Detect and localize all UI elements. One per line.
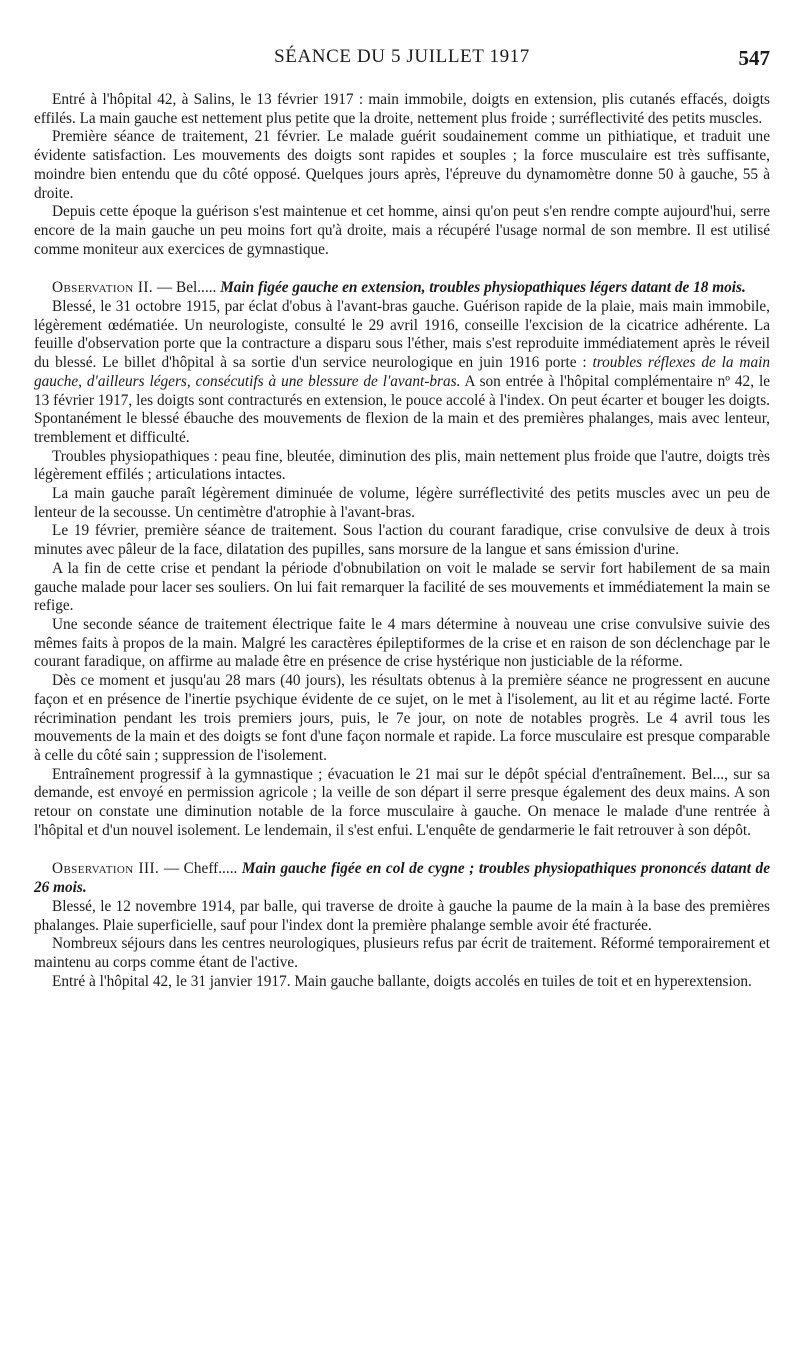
page-number: 547: [738, 46, 770, 70]
observation-3-title: [34, 860, 770, 897]
observation-label: Observation II.: [52, 279, 154, 297]
paragraph: Troubles physiopathiques : peau fine, bleutée, diminution des plis, main nettement plus froide que l'autre, doigts très légèrement effilés ; articulations intactes.: [34, 447, 770, 484]
paragraph-text: A son entrée à l'hôpital complémentaire nº 42, le 13 février 1917, les doigts sont contracturés en extension, le pouce accolé à l'index. On peut écarter et bouger les doigts. Spontanément le blessé ébauche des mouvements de flexion de la main et des premières phalanges, mais avec lenteur, tremblement et difficulté.: [34, 372, 770, 446]
observation-2-title: [34, 279, 770, 298]
paragraph: Entré à l'hôpital 42, à Salins, le 13 février 1917 : main immobile, doigts en extension, plis cutanés effacés, doigts effilés. La main gauche est nettement plus petite que la droite, nettement plus froide ; surréflectivité des petits muscles.: [34, 91, 770, 127]
paragraph: A la fin de cette crise et pendant la période d'obnubilation on voit le malade se servir fort habilement de sa main gauche malade pour lacer ses souliers. On lui fait remarquer la facilité de ses mouvements et immédiatement la main se refige.: [34, 559, 770, 615]
paragraph: La main gauche paraît légèrement diminuée de volume, légère surréflectivité des petits muscles avec un peu de lenteur de la secousse. Un centimètre d'atrophie à l'avant-bras.: [34, 485, 770, 521]
paragraph: Une seconde séance de traitement électrique faite le 4 mars détermine à nouveau une crise convulsive suivie des mêmes faits à propos de la main. Malgré les caractères épileptiformes de la crise et en raison de son déclenchage par le courant faradique, on affirme au malade être en présence de crise hystérique non justiciable de la réforme.: [34, 615, 770, 671]
document-body: [34, 91, 770, 991]
patient-name: — Bel.....: [153, 279, 221, 297]
paragraph: Le 19 février, première séance de traitement. Sous l'action du courant faradique, crise convulsive de deux à trois minutes avec pâleur de la face, dilatation des pupilles, sans morsure de la langue et sans émission d'urine.: [34, 522, 770, 559]
paragraph: Blessé, le 12 novembre 1914, par balle, qui traverse de droite à gauche la paume de la main à la base des premières phalanges. Plaie superficielle, sauf pour l'index dont la première phalange semble avoir été fracturée.: [34, 897, 770, 934]
paragraph: Depuis cette époque la guérison s'est maintenue et cet homme, ainsi qu'on peut s'en rendre compte aujourd'hui, serre encore de la main gauche un peu moins fort qu'à droite, mais a récupéré l'usage normal de son membre. Il est utilisé comme moniteur aux exercices de gymnastique.: [34, 203, 770, 258]
paragraph: Nombreux séjours dans les centres neurologiques, plusieurs refus par écrit de traitement. Réformé temporairement et maintenu au corps comme étant de l'active.: [34, 935, 770, 971]
paragraph-text: Blessé, le 31 octobre 1915, par éclat d'obus à l'avant-bras gauche. Guérison rapide de la plaie, mais main immobile, légèrement œdématiée. Un neurologiste, consulté le 29 avril 1916, conseille l'excision de la cicatrice adhérente. La feuille d'observation porte que la contracture a disparu sous l'éther, mais s'est reproduite immédiatement après le réveil du blessé. Le billet d'hôpital à sa sortie d'un service neurologique en juin 1916 porte :: [34, 298, 770, 372]
quoted-diagnosis: troubles réflexes de la main gauche, d'ailleurs légers, consécutifs à une blessure de l'avant-bras.: [34, 354, 770, 390]
running-title: SÉANCE DU 5 JUILLET 1917: [274, 46, 530, 67]
observation-heading: Main gauche figée en col de cygne ; troubles physiopathiques prononcés datant de 26 mois.: [34, 860, 770, 897]
observation-heading: Main figée gauche en extension, troubles physiopathiques légers datant de 18 mois.: [220, 279, 746, 297]
observation-label: Observation III.: [52, 860, 160, 878]
paragraph: [34, 298, 770, 448]
paragraph: Première séance de traitement, 21 février. Le malade guérit soudainement comme un pithiatique, et traduit une évidente satisfaction. Les mouvements des doigts sont rapides et souples ; la force musculaire est très suffisante, moindre bien entendu que du côté opposé. Quelques jours après, l'épreuve du dynamomètre donne 50 à gauche, 55 à droite.: [34, 128, 770, 202]
patient-name: — Cheff.....: [159, 860, 242, 878]
paragraph: Entré à l'hôpital 42, le 31 janvier 1917. Main gauche ballante, doigts accolés en tuiles de toit et en hyperextension.: [52, 972, 752, 990]
paragraph: Dès ce moment et jusqu'au 28 mars (40 jours), les résultats obtenus à la première séance ne progressent en aucune façon et en présence de l'inertie psychique évidente de ce sujet, on le met à l'isolement, au lit et au régime lacté. Forte récrimination pendant les trois premiers jours, puis, le 7e jour, on note de notables progrès. Le 4 avril tous les mouvements de la main et des doigts se font d'une façon normale et rapide. La force musculaire est presque comparable à celle du côté sain ; suppression de l'isolement.: [34, 672, 770, 764]
paragraph: Entraînement progressif à la gymnastique ; évacuation le 21 mai sur le dépôt spécial d'entraînement. Bel..., sur sa demande, est envoyé en permission agricole ; la veille de son départ il serre presque également des deux mains. A son retour on constate une diminution notable de la force musculaire à gauche. On menace le malade d'une rentrée à l'hôpital et d'un nouvel isolement. Le lendemain, il s'est enfui. L'enquête de gendarmerie le fait retrouver à son dépôt.: [34, 765, 770, 839]
page-header: [34, 46, 770, 76]
